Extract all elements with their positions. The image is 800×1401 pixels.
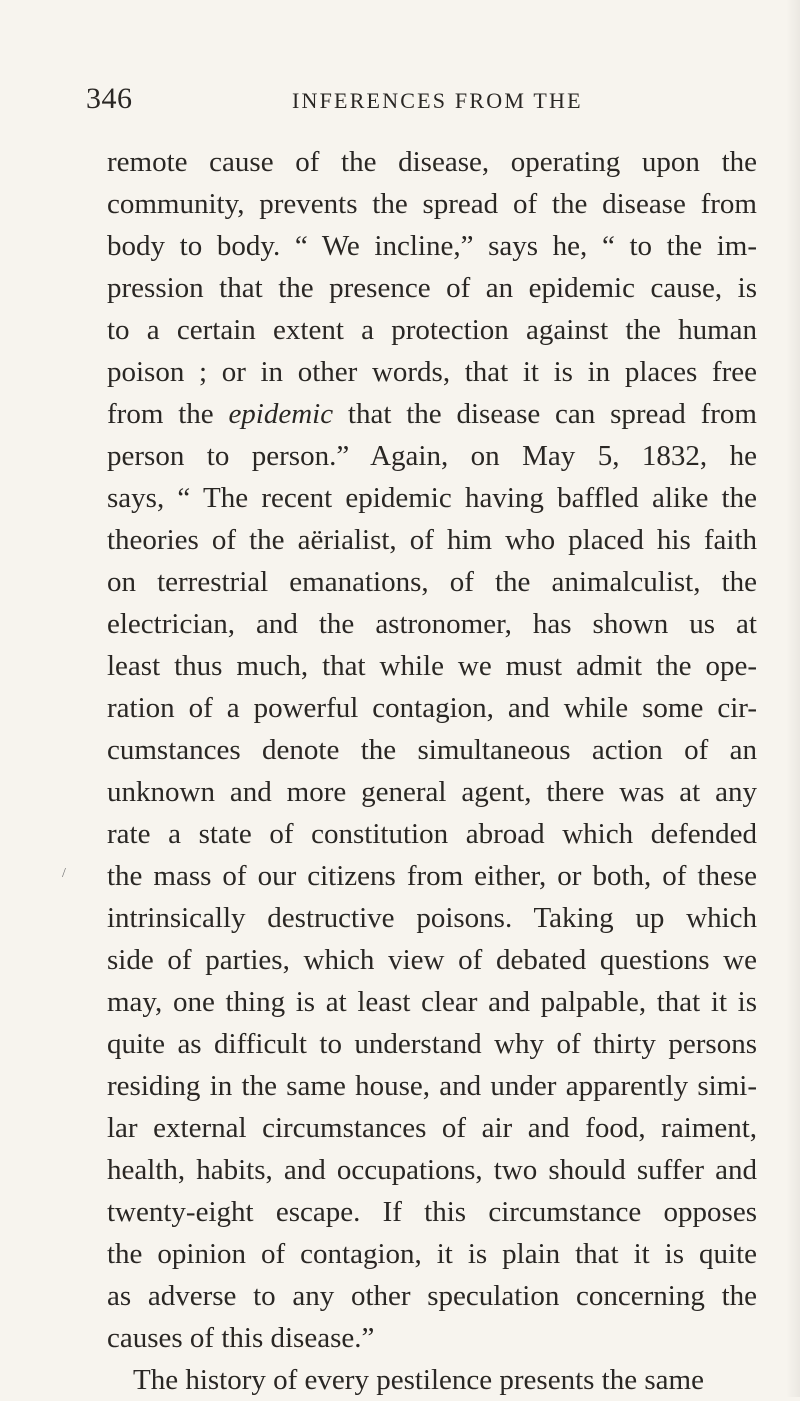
text-line: side of parties, which view of debated questions we bbox=[107, 944, 757, 976]
text-line: cumstances denote the simultaneous action of an bbox=[107, 734, 757, 766]
text-line: body to body. “ We incline,” says he, “ to the im- bbox=[107, 230, 757, 262]
text-line: least thus much, that while we must admit the ope- bbox=[107, 650, 757, 682]
text-line: may, one thing is at least clear and palpable, that it is bbox=[107, 986, 757, 1018]
text-line: lar external circumstances of air and food, raiment, bbox=[107, 1112, 757, 1144]
text-line: on terrestrial emanations, of the animalculist, the bbox=[107, 566, 757, 598]
text-line: pression that the presence of an epidemic cause, is bbox=[107, 272, 757, 304]
text-line: The history of every pestilence presents the same bbox=[133, 1364, 704, 1396]
text-line: ration of a powerful contagion, and while some cir- bbox=[107, 692, 757, 724]
text-line: community, prevents the spread of the disease from bbox=[107, 188, 757, 220]
text-line: from the epidemic that the disease can spread from bbox=[107, 398, 757, 430]
text-line: health, habits, and occupations, two should suffer and bbox=[107, 1154, 757, 1186]
text-line: poison ; or in other words, that it is in places free bbox=[107, 356, 757, 388]
text-line: person to person.” Again, on May 5, 1832, he bbox=[107, 440, 757, 472]
page-edge-shadow bbox=[786, 0, 800, 1397]
text-line: causes of this disease.” bbox=[107, 1322, 375, 1354]
text-line: says, “ The recent epidemic having baffled alike the bbox=[107, 482, 757, 514]
page-number: 346 bbox=[86, 82, 133, 115]
text-line: the opinion of contagion, it is plain that it is quite bbox=[107, 1238, 757, 1270]
text-line: theories of the aërialist, of him who placed his faith bbox=[107, 524, 757, 556]
text-line: intrinsically destructive poisons. Taking up which bbox=[107, 902, 757, 934]
text-line: rate a state of constitution abroad which defended bbox=[107, 818, 757, 850]
margin-mark: / bbox=[62, 866, 66, 881]
text-line: unknown and more general agent, there was at any bbox=[107, 776, 757, 808]
text-line: as adverse to any other speculation concerning the bbox=[107, 1280, 757, 1312]
italic-word: epidemic bbox=[228, 398, 334, 430]
text-line: remote cause of the disease, operating upon the bbox=[107, 146, 757, 178]
body-text bbox=[107, 141, 757, 1401]
text-line: residing in the same house, and under apparently simi- bbox=[107, 1070, 757, 1102]
text-line: electrician, and the astronomer, has shown us at bbox=[107, 608, 757, 640]
text-line: to a certain extent a protection against the human bbox=[107, 314, 757, 346]
text-line: the mass of our citizens from either, or both, of these bbox=[107, 860, 757, 892]
text-line: twenty-eight escape. If this circumstance opposes bbox=[107, 1196, 757, 1228]
text-line: quite as difficult to understand why of thirty persons bbox=[107, 1028, 757, 1060]
running-head: INFERENCES FROM THE bbox=[292, 88, 583, 113]
